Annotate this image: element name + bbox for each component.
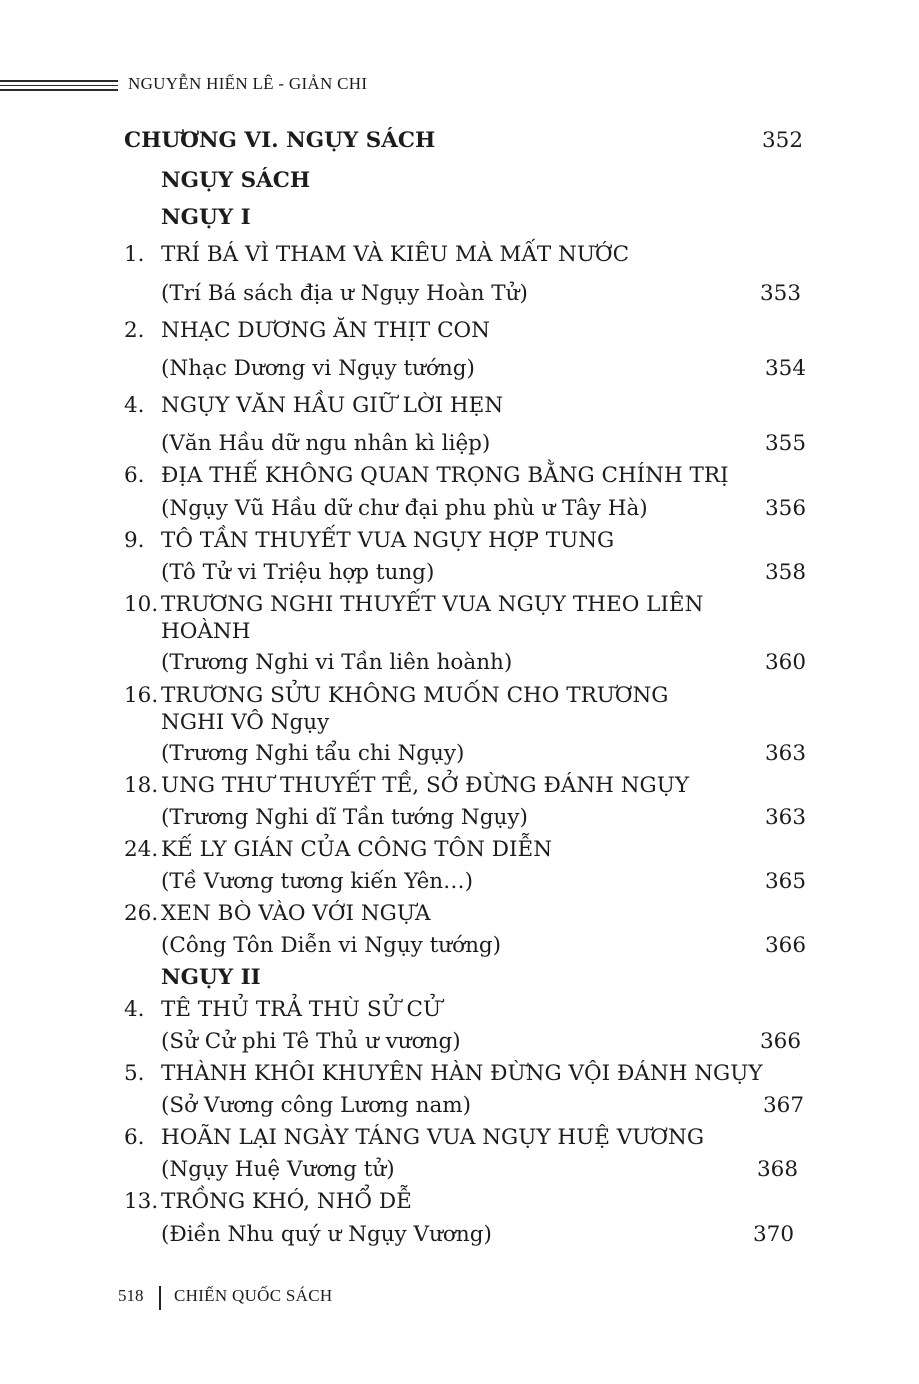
part-title: NGỤY I <box>161 205 251 230</box>
entry-number: 16. <box>124 683 159 708</box>
entry-number: 13. <box>124 1189 159 1214</box>
entry-page: 358 <box>765 560 807 585</box>
section-title: NGỤY SÁCH <box>161 168 311 193</box>
entry-number: 5. <box>124 1061 145 1086</box>
entry-subtitle: (Tề Vương tương kiến Yên…) <box>161 869 474 894</box>
entry-subtitle: (Ngụy Vũ Hầu dữ chư đại phu phù ư Tây Hà) <box>161 496 648 521</box>
entry-page: 368 <box>757 1157 799 1182</box>
entry-number: 6. <box>124 1125 145 1150</box>
entry-title: TRÍ BÁ VÌ THAM VÀ KIÊU MÀ MẤT NƯỚC <box>161 242 630 267</box>
entry-title: TRƯƠNG SỬU KHÔNG MUỐN CHO TRƯƠNG <box>161 683 669 708</box>
entry-page: 366 <box>765 933 807 958</box>
entry-subtitle: (Văn Hầu dữ ngu nhân kì liệp) <box>161 431 491 456</box>
footer-page-number: 518 <box>118 1286 144 1305</box>
entry-number: 2. <box>124 318 145 343</box>
entry-page: 355 <box>765 431 807 456</box>
entry-page: 366 <box>760 1029 802 1054</box>
entry-number: 4. <box>124 393 145 418</box>
entry-title: TÊ THỦ TRẢ THÙ SỬ CỬ <box>161 997 442 1022</box>
entry-page: 365 <box>765 869 807 894</box>
entry-number: 18. <box>124 773 159 798</box>
entry-subtitle: (Trương Nghi tẩu chi Ngụy) <box>161 741 465 766</box>
entry-subtitle: (Trương Nghi vi Tần liên hoành) <box>161 650 513 675</box>
entry-subtitle: (Trí Bá sách địa ư Ngụy Hoàn Tử) <box>161 281 528 306</box>
entry-subtitle: (Nhạc Dương vi Ngụy tướng) <box>161 356 475 381</box>
entry-title: THÀNH KHÔI KHUYÊN HÀN ĐỪNG VỘI ĐÁNH NGỤY <box>161 1061 763 1086</box>
entry-title: NGỤY VĂN HẦU GIỮ LỜI HẸN <box>161 393 504 418</box>
entry-number: 10. <box>124 592 159 617</box>
header-rule <box>0 80 118 94</box>
entry-page: 360 <box>765 650 807 675</box>
entry-number: 4. <box>124 997 145 1022</box>
entry-page: 363 <box>765 805 807 830</box>
entry-subtitle: (Công Tôn Diễn vi Ngụy tướng) <box>161 933 502 958</box>
entry-title-cont: HOÀNH <box>161 619 251 644</box>
entry-page: 353 <box>760 281 802 306</box>
entry-page: 370 <box>753 1222 795 1247</box>
entry-title: XEN BÒ VÀO VỚI NGỰA <box>161 901 431 926</box>
running-header: NGUYỄN HIẾN LÊ - GIẢN CHI <box>128 74 368 93</box>
footer-divider <box>159 1286 161 1310</box>
entry-title: KẾ LY GIÁN CỦA CÔNG TÔN DIỄN <box>161 837 553 862</box>
entry-page: 367 <box>763 1093 805 1118</box>
entry-subtitle: (Sở Vương công Lương nam) <box>161 1093 472 1118</box>
entry-subtitle: (Tô Tử vi Triệu hợp tung) <box>161 560 435 585</box>
entry-subtitle: (Điền Nhu quý ư Ngụy Vương) <box>161 1222 492 1247</box>
entry-subtitle: (Ngụy Huệ Vương tử) <box>161 1157 395 1182</box>
entry-subtitle: (Trương Nghi dĩ Tần tướng Ngụy) <box>161 805 528 830</box>
footer-book-title: CHIẾN QUỐC SÁCH <box>174 1286 333 1305</box>
entry-number: 6. <box>124 463 145 488</box>
entry-title: UNG THƯ THUYẾT TỀ, SỞ ĐỪNG ĐÁNH NGỤY <box>161 773 690 798</box>
entry-title: TRỒNG KHÓ, NHỔ DỄ <box>161 1189 412 1214</box>
entry-title-cont: NGHI VÔ Ngụy <box>161 710 330 735</box>
entry-number: 26. <box>124 901 159 926</box>
entry-title: TÔ TẦN THUYẾT VUA NGỤY HỢP TUNG <box>161 528 615 553</box>
chapter-page: 352 <box>762 128 804 153</box>
part-title: NGỤY II <box>161 965 261 990</box>
entry-title: HOÃN LẠI NGÀY TÁNG VUA NGỤY HUỆ VƯƠNG <box>161 1125 705 1150</box>
entry-number: 24. <box>124 837 159 862</box>
entry-page: 356 <box>765 496 807 521</box>
entry-page: 354 <box>765 356 807 381</box>
chapter-title: CHƯƠNG VI. NGỤY SÁCH <box>124 128 436 153</box>
entry-title: ĐỊA THẾ KHÔNG QUAN TRỌNG BẰNG CHÍNH TRỊ <box>161 463 729 488</box>
entry-title: NHẠC DƯƠNG ĂN THỊT CON <box>161 318 490 343</box>
entry-number: 9. <box>124 528 145 553</box>
entry-page: 363 <box>765 741 807 766</box>
entry-number: 1. <box>124 242 145 267</box>
entry-subtitle: (Sử Cử phi Tê Thủ ư vương) <box>161 1029 461 1054</box>
entry-title: TRƯƠNG NGHI THUYẾT VUA NGỤY THEO LIÊN <box>161 592 704 617</box>
